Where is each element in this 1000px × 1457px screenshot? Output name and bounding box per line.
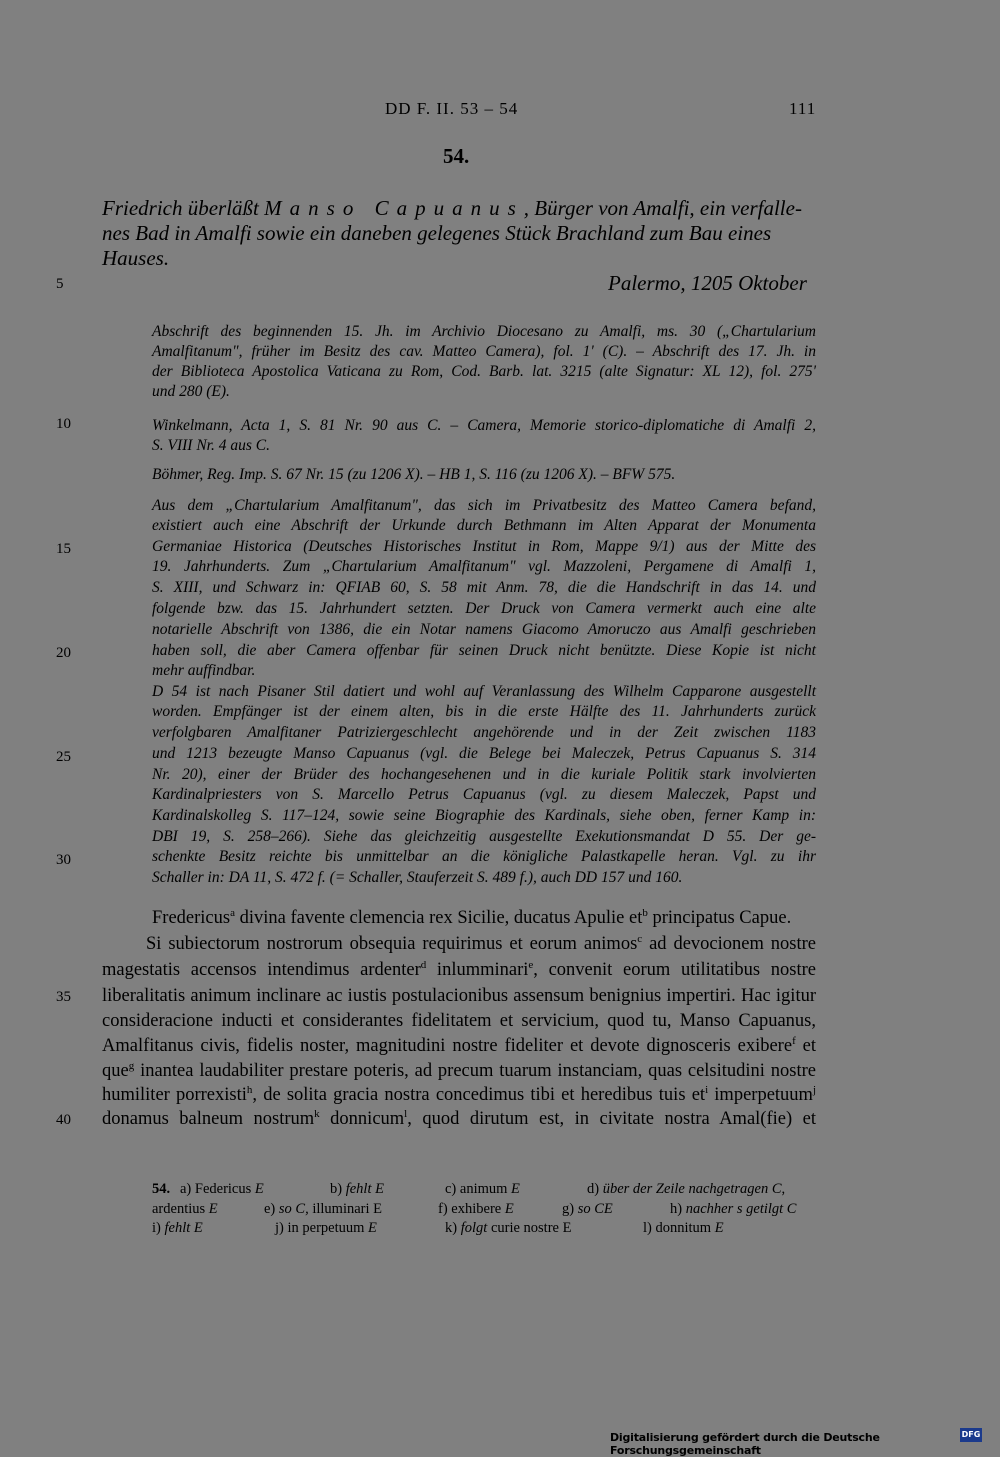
footnote-text: E xyxy=(714,1220,724,1236)
apparatus-line: haben soll, die aber Camera offenbar für seinen Druck nicht benützte. Diese Kopie ist nicht xyxy=(152,642,816,659)
page-number: 111 xyxy=(789,99,817,118)
charter-line xyxy=(102,1109,816,1130)
apparatus-line: und 280 (E). xyxy=(152,383,230,400)
footnote-entry xyxy=(180,1181,264,1198)
footnote-marker: l xyxy=(404,1107,408,1120)
footnote-text: Federicus xyxy=(194,1181,255,1197)
regest-line xyxy=(102,196,818,221)
footnote-entry xyxy=(643,1220,724,1237)
apparatus-line: Germaniae Historica (Deutsches Historisches Institut in Rom, Mappe 9/1) aus der Mitte des xyxy=(152,538,816,555)
place-date: Palermo, 1205 Oktober xyxy=(608,271,807,295)
regest-line: nes Bad in Amalfi sowie ein daneben gelegenes Stück Brachland zum Bau eines xyxy=(102,221,772,245)
charter-text-run: , convenit eorum utilitatibus nostre xyxy=(533,960,816,980)
footnote-text: b) xyxy=(330,1181,346,1197)
footnote-text: i) xyxy=(152,1220,165,1236)
apparatus-line: D 54 ist nach Pisaner Stil datiert und wohl auf Veranlassung des Wilhelm Capparone ausgestellt xyxy=(152,683,816,700)
line-number: 25 xyxy=(56,749,71,765)
footnote-marker: f xyxy=(792,1034,796,1047)
charter-text-run: Fredericus xyxy=(152,908,231,928)
apparatus-line: Schaller in: DA 11, S. 472 f. (= Schaller, Stauferzeit S. 489 f.), auch DD 157 und 160. xyxy=(152,869,683,886)
charter-text-run: ad devocionem nostre xyxy=(642,934,816,954)
charter-text-run: Si subiectorum nostrorum obsequia requirimus et eorum animos xyxy=(146,934,638,954)
charter-line xyxy=(102,1036,816,1057)
apparatus-line: Nr. 20), einer der Brüder des hochangesehenen und in die kuriale Politik stark involvierten xyxy=(152,766,816,783)
apparatus-line: S. XIII, und Schwarz in: QFIAB 60, S. 58 mit Anm. 78, die die Handschrift in das 14. und xyxy=(152,579,816,596)
footnote-text: fehlt E xyxy=(164,1220,203,1236)
line-number: 5 xyxy=(56,276,64,292)
footnote-text: c) xyxy=(445,1181,460,1197)
apparatus-line: Böhmer, Reg. Imp. S. 67 Nr. 15 (zu 1206 X). – HB 1, S. 116 (zu 1206 X). – BFW 575. xyxy=(152,466,676,483)
footnote-entry xyxy=(670,1201,796,1218)
footnote-marker: a xyxy=(230,906,235,919)
charter-text-run: , quod dirutum est, in civitate nostra Amal(fie) et xyxy=(407,1109,816,1129)
footnote-text: so C, xyxy=(278,1201,313,1217)
regest-text: Friedrich überläßt xyxy=(102,196,265,220)
footnote-text: in perpetuum xyxy=(287,1220,369,1236)
footnote-text: E xyxy=(368,1220,377,1236)
footnote-marker: h xyxy=(246,1083,253,1096)
footnote-marker: j xyxy=(812,1083,816,1096)
footnote-text: animum xyxy=(459,1181,512,1197)
recipient-name: Manso Capuanus xyxy=(264,196,524,220)
apparatus-line: Kardinalpriesters von S. Marcello Petrus Capuanus (vgl. zu diesem Maleczek, Papst und xyxy=(152,786,816,803)
apparatus-line: 19. Jahrhunderts. Zum „Chartularium Amalfitanum" vgl. Mazzoleni, Pergamene di Amalfi 1, xyxy=(152,558,816,575)
charter-line xyxy=(152,908,791,929)
footnote-marker: i xyxy=(705,1083,709,1096)
apparatus-line: DBI 19, S. 258–266). Siehe das gleichzeitig ausgestellte Exekutionsmandat D 55. Der ge- xyxy=(152,828,816,845)
charter-line xyxy=(102,1061,816,1082)
line-number: 30 xyxy=(56,852,71,868)
charter-line xyxy=(102,986,816,1007)
footnote-text: nachher xyxy=(685,1201,737,1217)
apparatus-line: Amalfitanum", früher im Besitz des cav. Matteo Camera), fol. 1' (C). – Abschrift des 17. Jh. in xyxy=(152,343,816,360)
running-title: DD F. II. 53 – 54 xyxy=(385,99,519,118)
charter-text-run: humiliter porrexisti xyxy=(102,1085,247,1105)
footnote-entry xyxy=(445,1220,571,1237)
charter-text-run: Amalfitanus civis, fidelis noster, magnitudini nostre fideliter et devote dignosceris exibere xyxy=(102,1036,793,1056)
apparatus-line: Abschrift des beginnenden 15. Jh. im Archivio Diocesano zu Amalfi, ms. 30 („Chartularium xyxy=(152,323,816,340)
line-number: 15 xyxy=(56,541,71,557)
footnote-entry xyxy=(152,1201,218,1218)
charter-line xyxy=(102,1085,816,1106)
footnote-marker: e xyxy=(528,958,534,971)
footnote-text: E xyxy=(504,1201,514,1217)
charter-text-run: inlumminari xyxy=(426,960,529,980)
charter-text-run: donamus balneum nostrum xyxy=(102,1109,315,1129)
footnote-marker: d xyxy=(420,958,427,971)
apparatus-line: notarielle Abschrift von 1386, die ein Notar namens Giacomo Amoruczo aus Amalfi geschrieben xyxy=(152,621,816,638)
footnote-text: so CE xyxy=(577,1201,613,1217)
footnote-entry xyxy=(562,1201,613,1218)
footnote-text: exhibere xyxy=(451,1201,505,1217)
line-number: 10 xyxy=(56,416,71,432)
apparatus-line: folgende bzw. das 15. Jahrhundert setzten. Der Druck von Camera vermerkt auch eine alte xyxy=(152,600,816,617)
charter-text-run: divina favente clemencia rex Sicilie, ducatus Apulie et xyxy=(234,908,643,928)
charter-text-run: magestatis accensos intendimus ardenter xyxy=(102,960,421,980)
footnote-entry xyxy=(152,1220,203,1237)
footnote-text: E xyxy=(511,1181,520,1197)
footnote-marker: g xyxy=(128,1059,135,1072)
funding-credit: Digitalisierung gefördert durch die Deutsche Forschungsgemeinschaft xyxy=(610,1431,880,1457)
charter-line xyxy=(146,934,816,955)
footnote-text: l) xyxy=(643,1220,656,1236)
dfg-logo: DFG xyxy=(960,1428,982,1442)
apparatus-line: S. VIII Nr. 4 aus C. xyxy=(152,437,270,454)
apparatus-line: existiert auch eine Abschrift der Urkunde durch Bethmann im Alten Apparat der Monumenta xyxy=(152,517,816,534)
regest-text: , Bürger von Amalfi, ein verfalle- xyxy=(523,196,802,220)
footnote-text: h) xyxy=(670,1201,686,1217)
footnote-text: k) xyxy=(445,1220,461,1236)
footnote-text: ardentius xyxy=(152,1201,209,1217)
document-number: 54. xyxy=(443,144,470,168)
footnote-marker: k xyxy=(314,1107,320,1120)
apparatus-line: mehr auffindbar. xyxy=(152,662,256,679)
apparatus-line: Winkelmann, Acta 1, S. 81 Nr. 90 aus C. – Camera, Memorie storico-diplomatiche di Amalfi 2, xyxy=(152,417,816,434)
apparatus-line: verfolgbaren Amalfitaner Patriziergeschlecht angehörende und in der Zeit zwischen 1183 xyxy=(152,724,816,741)
footnote-text: d) xyxy=(587,1181,603,1197)
footnote-entry xyxy=(264,1201,382,1218)
footnote-text: folgt xyxy=(460,1220,491,1236)
footnote-text: j) xyxy=(275,1220,288,1236)
footnote-marker: b xyxy=(642,906,648,919)
charter-line xyxy=(102,960,816,981)
footnote-text: illuminari E xyxy=(312,1201,383,1217)
footnote-label: 54. xyxy=(152,1181,171,1197)
regest-line: Hauses. xyxy=(102,246,170,270)
charter-text-run: principatus Capue. xyxy=(647,908,792,928)
charter-text-run: liberalitatis animum inclinare ac iustis postulacionibus assensum benignius impertiri. Hac igitur xyxy=(102,986,816,1006)
apparatus-line: Kardinalskolleg S. 117–124, sowie seine Biographie des Kardinals, siehe oben, ferner Kamp in: xyxy=(152,807,816,824)
charter-text-run: que xyxy=(102,1061,129,1081)
charter-text-run: consideracione inducti et considerantes fidelitatem et servicium, quod tu, Manso Capuanus, xyxy=(102,1011,816,1031)
charter-text-run: donnicum xyxy=(319,1109,405,1129)
footnote-entry xyxy=(438,1201,514,1218)
footnote-text: s getilgt C xyxy=(736,1201,797,1217)
footnote-text: E xyxy=(208,1201,218,1217)
footnote-text: , xyxy=(781,1181,786,1197)
charter-text-run: et xyxy=(795,1036,817,1056)
charter-text-run: , de solita gracia nostra concedimus tibi et heredibus tuis et xyxy=(252,1085,706,1105)
footnote-text: donnitum xyxy=(655,1220,715,1236)
footnote-entry xyxy=(330,1181,384,1198)
line-number: 35 xyxy=(56,989,71,1005)
footnote-marker: c xyxy=(637,932,643,945)
line-number: 20 xyxy=(56,645,71,661)
apparatus-line: und 1213 bezeugte Manso Capuanus (vgl. die Belege bei Maleczek, Petrus Capuanus S. 314 xyxy=(152,745,816,762)
footnote-text: f) xyxy=(438,1201,452,1217)
apparatus-line: schenkte Besitz reichte bis unmittelbar an die königliche Palastkapelle heran. Vgl. zu ihr xyxy=(152,848,816,865)
footnote-text: E xyxy=(254,1181,264,1197)
footnote-entry xyxy=(587,1181,785,1198)
footnote-text: curie nostre E xyxy=(490,1220,572,1236)
charter-text-run: inantea laudabiliter prestare poteris, ad precum tuarum instanciam, quas celsitudini nostre xyxy=(134,1061,816,1081)
footnote-entry xyxy=(275,1220,377,1237)
footnote-text: a) xyxy=(180,1181,195,1197)
footnote-text: fehlt E xyxy=(345,1181,384,1197)
line-number: 40 xyxy=(56,1112,71,1128)
footnote-entry xyxy=(445,1181,520,1198)
footnote-text: e) xyxy=(264,1201,279,1217)
footnote-text: g) xyxy=(562,1201,578,1217)
apparatus-line: der Biblioteca Apostolica Vaticana zu Rom, Cod. Barb. lat. 3215 (alte Signatur: XL 12), fol. 275' xyxy=(152,363,816,380)
charter-text-run: imperpetuum xyxy=(708,1085,813,1105)
apparatus-line: Aus dem „Chartularium Amalfitanum", das sich im Privatbesitz des Matteo Camera befand, xyxy=(152,497,816,514)
footnote-text: über der Zeile nachgetragen C xyxy=(602,1181,782,1197)
charter-line xyxy=(102,1011,816,1032)
apparatus-line: worden. Empfänger ist der einem alten, bis in die erste Hälfte des 11. Jahrhunderts zurück xyxy=(152,703,816,720)
